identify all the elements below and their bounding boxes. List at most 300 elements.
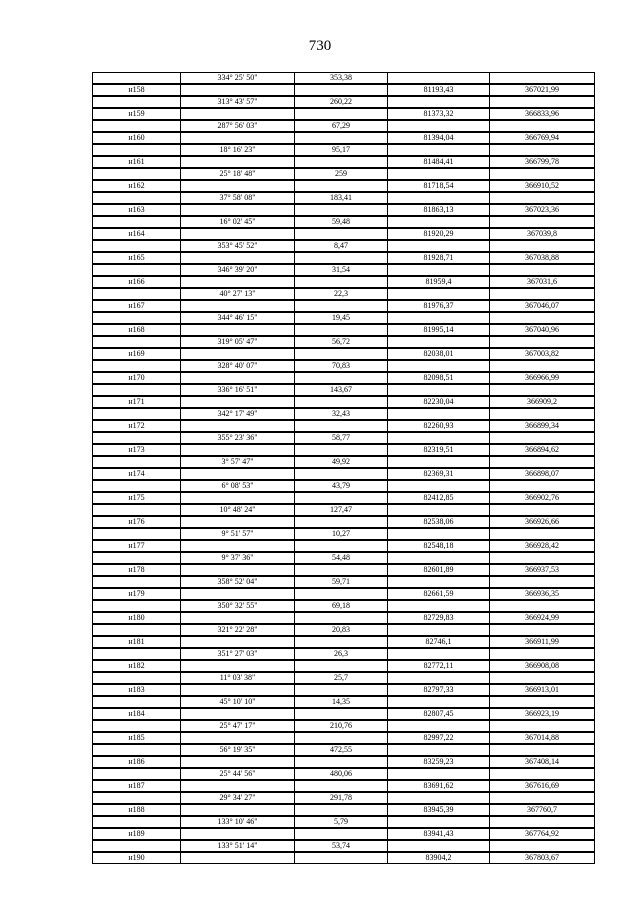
bearing-cell — [180, 636, 295, 648]
table-row — [92, 300, 595, 324]
table-row — [92, 828, 595, 852]
y-cell: 366913,01 — [489, 684, 595, 696]
y-cell — [489, 528, 595, 540]
length-cell — [294, 348, 388, 360]
table-row — [92, 660, 595, 684]
x-cell: 82548,18 — [387, 540, 490, 552]
y-cell: 366910,52 — [489, 180, 595, 192]
table-row — [92, 684, 595, 708]
point-cell: н163 — [92, 204, 181, 216]
length-cell: 43,79 — [294, 480, 388, 492]
y-cell: 367764,92 — [489, 828, 595, 840]
table-row — [92, 708, 595, 732]
point-cell — [92, 336, 181, 348]
point-cell: н190 — [92, 852, 181, 864]
point-cell — [92, 168, 181, 180]
table-row — [92, 204, 595, 228]
point-cell: н165 — [92, 252, 181, 264]
point-cell — [92, 456, 181, 468]
y-cell — [489, 72, 595, 84]
point-cell: н174 — [92, 468, 181, 480]
x-cell: 82412,85 — [387, 492, 490, 504]
point-cell — [92, 624, 181, 636]
bearing-cell — [180, 300, 295, 312]
table-row — [92, 156, 595, 180]
table-row — [92, 540, 595, 564]
point-cell — [92, 96, 181, 108]
length-cell: 14,35 — [294, 696, 388, 708]
length-cell — [294, 732, 388, 744]
bearing-cell — [180, 132, 295, 144]
x-cell — [387, 264, 490, 276]
length-cell: 70,83 — [294, 360, 388, 372]
point-cell: н159 — [92, 108, 181, 120]
y-cell: 366937,53 — [489, 564, 595, 576]
y-cell — [489, 456, 595, 468]
y-cell: 367408,14 — [489, 756, 595, 768]
length-cell — [294, 468, 388, 480]
bearing-cell: 25° 18' 48" — [180, 168, 295, 180]
x-cell: 81976,37 — [387, 300, 490, 312]
table-row — [92, 72, 595, 84]
length-cell — [294, 660, 388, 672]
point-cell: н188 — [92, 804, 181, 816]
point-cell — [92, 720, 181, 732]
bearing-cell — [180, 228, 295, 240]
length-cell — [294, 420, 388, 432]
bearing-cell — [180, 564, 295, 576]
x-cell: 82997,22 — [387, 732, 490, 744]
point-cell — [92, 744, 181, 756]
length-cell: 95,17 — [294, 144, 388, 156]
bearing-cell: 9° 51' 57" — [180, 528, 295, 540]
y-cell — [489, 480, 595, 492]
point-cell: н178 — [92, 564, 181, 576]
y-cell — [489, 360, 595, 372]
length-cell — [294, 780, 388, 792]
length-cell: 26,3 — [294, 648, 388, 660]
bearing-cell — [180, 780, 295, 792]
x-cell: 82260,93 — [387, 420, 490, 432]
table-row — [92, 396, 595, 420]
y-cell: 366924,99 — [489, 612, 595, 624]
y-cell: 367031,6 — [489, 276, 595, 288]
point-cell — [92, 480, 181, 492]
x-cell — [387, 96, 490, 108]
y-cell: 366923,19 — [489, 708, 595, 720]
y-cell — [489, 144, 595, 156]
bearing-cell — [180, 684, 295, 696]
x-cell — [387, 696, 490, 708]
length-cell — [294, 612, 388, 624]
x-cell — [387, 720, 490, 732]
x-cell: 83941,43 — [387, 828, 490, 840]
point-cell — [92, 192, 181, 204]
y-cell: 366833,96 — [489, 108, 595, 120]
bearing-cell — [180, 612, 295, 624]
length-cell: 58,77 — [294, 432, 388, 444]
table-row — [92, 588, 595, 612]
length-cell: 31,54 — [294, 264, 388, 276]
bearing-cell — [180, 468, 295, 480]
point-cell: н177 — [92, 540, 181, 552]
bearing-cell — [180, 588, 295, 600]
table-row — [92, 180, 595, 204]
y-cell — [489, 120, 595, 132]
y-cell — [489, 792, 595, 804]
length-cell — [294, 204, 388, 216]
length-cell — [294, 276, 388, 288]
length-cell: 183,41 — [294, 192, 388, 204]
point-cell — [92, 384, 181, 396]
y-cell — [489, 192, 595, 204]
table-row — [92, 348, 595, 372]
point-cell: н169 — [92, 348, 181, 360]
bearing-cell: 45° 10' 10" — [180, 696, 295, 708]
table-row — [92, 780, 595, 804]
bearing-cell — [180, 180, 295, 192]
point-cell: н179 — [92, 588, 181, 600]
point-cell — [92, 144, 181, 156]
point-cell: н170 — [92, 372, 181, 384]
x-cell — [387, 816, 490, 828]
table-row — [92, 732, 595, 756]
length-cell — [294, 324, 388, 336]
y-cell — [489, 504, 595, 516]
length-cell — [294, 708, 388, 720]
y-cell: 366899,34 — [489, 420, 595, 432]
length-cell — [294, 84, 388, 96]
bearing-cell: 287° 56' 03" — [180, 120, 295, 132]
bearing-cell — [180, 732, 295, 744]
y-cell: 366894,62 — [489, 444, 595, 456]
x-cell — [387, 336, 490, 348]
bearing-cell: 328° 40' 07" — [180, 360, 295, 372]
x-cell — [387, 648, 490, 660]
length-cell: 259 — [294, 168, 388, 180]
table-row — [92, 804, 595, 828]
length-cell — [294, 108, 388, 120]
y-cell — [489, 624, 595, 636]
length-cell: 22,3 — [294, 288, 388, 300]
point-cell — [92, 240, 181, 252]
point-cell: н166 — [92, 276, 181, 288]
table-row — [92, 276, 595, 300]
table-row — [92, 492, 595, 516]
x-cell: 83691,62 — [387, 780, 490, 792]
point-cell — [92, 648, 181, 660]
bearing-cell — [180, 108, 295, 120]
x-cell — [387, 120, 490, 132]
length-cell: 210,76 — [294, 720, 388, 732]
point-cell: н182 — [92, 660, 181, 672]
length-cell — [294, 396, 388, 408]
bearing-cell: 313° 43' 57" — [180, 96, 295, 108]
length-cell — [294, 132, 388, 144]
length-cell: 69,18 — [294, 600, 388, 612]
x-cell — [387, 552, 490, 564]
point-cell — [92, 768, 181, 780]
y-cell — [489, 408, 595, 420]
length-cell — [294, 252, 388, 264]
x-cell — [387, 792, 490, 804]
y-cell — [489, 264, 595, 276]
x-cell — [387, 360, 490, 372]
y-cell — [489, 768, 595, 780]
x-cell — [387, 528, 490, 540]
x-cell: 81718,54 — [387, 180, 490, 192]
x-cell: 82319,51 — [387, 444, 490, 456]
y-cell — [489, 240, 595, 252]
y-cell: 366902,76 — [489, 492, 595, 504]
y-cell: 366769,94 — [489, 132, 595, 144]
length-cell — [294, 852, 388, 864]
bearing-cell: 344° 46' 15" — [180, 312, 295, 324]
x-cell: 82746,1 — [387, 636, 490, 648]
point-cell — [92, 504, 181, 516]
bearing-cell: 11° 03' 38" — [180, 672, 295, 684]
point-cell — [92, 312, 181, 324]
table-row — [92, 852, 595, 864]
point-cell: н167 — [92, 300, 181, 312]
x-cell — [387, 168, 490, 180]
bearing-cell — [180, 372, 295, 384]
point-cell: н158 — [92, 84, 181, 96]
x-cell: 81484,41 — [387, 156, 490, 168]
y-cell — [489, 576, 595, 588]
length-cell — [294, 684, 388, 696]
length-cell: 353,38 — [294, 72, 388, 84]
bearing-cell — [180, 420, 295, 432]
bearing-cell: 56° 19' 35" — [180, 744, 295, 756]
length-cell: 59,71 — [294, 576, 388, 588]
x-cell — [387, 408, 490, 420]
y-cell — [489, 384, 595, 396]
length-cell — [294, 804, 388, 816]
table-row — [92, 228, 595, 252]
length-cell: 10,27 — [294, 528, 388, 540]
x-cell: 83904,2 — [387, 852, 490, 864]
y-cell — [489, 816, 595, 828]
x-cell — [387, 240, 490, 252]
bearing-cell: 133° 10' 46" — [180, 816, 295, 828]
bearing-cell: 3° 57' 47" — [180, 456, 295, 468]
bearing-cell: 336° 16' 51" — [180, 384, 295, 396]
point-cell — [92, 216, 181, 228]
y-cell: 367046,07 — [489, 300, 595, 312]
point-cell — [92, 816, 181, 828]
point-cell: н160 — [92, 132, 181, 144]
length-cell: 59,48 — [294, 216, 388, 228]
y-cell — [489, 288, 595, 300]
point-cell — [92, 120, 181, 132]
x-cell: 82230,04 — [387, 396, 490, 408]
bearing-cell — [180, 324, 295, 336]
bearing-cell — [180, 660, 295, 672]
point-cell: н184 — [92, 708, 181, 720]
length-cell — [294, 636, 388, 648]
table-row — [92, 420, 595, 444]
length-cell: 127,47 — [294, 504, 388, 516]
x-cell — [387, 672, 490, 684]
y-cell: 366799,78 — [489, 156, 595, 168]
bearing-cell: 25° 44' 56" — [180, 768, 295, 780]
length-cell — [294, 540, 388, 552]
point-cell: н171 — [92, 396, 181, 408]
bearing-cell — [180, 492, 295, 504]
y-cell: 366911,99 — [489, 636, 595, 648]
x-cell: 81959,4 — [387, 276, 490, 288]
length-cell: 56,72 — [294, 336, 388, 348]
length-cell — [294, 180, 388, 192]
x-cell: 82661,59 — [387, 588, 490, 600]
point-cell — [92, 264, 181, 276]
length-cell — [294, 492, 388, 504]
table-row — [92, 636, 595, 660]
x-cell — [387, 768, 490, 780]
point-cell: н175 — [92, 492, 181, 504]
bearing-cell — [180, 84, 295, 96]
table-row — [92, 132, 595, 156]
y-cell: 367040,96 — [489, 324, 595, 336]
length-cell: 480,06 — [294, 768, 388, 780]
point-cell — [92, 672, 181, 684]
y-cell — [489, 216, 595, 228]
x-cell: 81928,71 — [387, 252, 490, 264]
bearing-cell: 25° 47' 17" — [180, 720, 295, 732]
x-cell: 82369,31 — [387, 468, 490, 480]
bearing-cell — [180, 828, 295, 840]
x-cell: 81920,29 — [387, 228, 490, 240]
y-cell: 367014,88 — [489, 732, 595, 744]
bearing-cell: 321° 22' 28" — [180, 624, 295, 636]
table-row — [92, 612, 595, 636]
point-cell — [92, 792, 181, 804]
point-cell — [92, 432, 181, 444]
table-row — [92, 756, 595, 780]
y-cell: 366936,35 — [489, 588, 595, 600]
x-cell — [387, 216, 490, 228]
length-cell: 32,43 — [294, 408, 388, 420]
coordinates-table — [92, 72, 595, 864]
point-cell: н186 — [92, 756, 181, 768]
table-row — [92, 84, 595, 108]
point-cell: н162 — [92, 180, 181, 192]
y-cell — [489, 672, 595, 684]
length-cell — [294, 828, 388, 840]
y-cell: 366926,66 — [489, 516, 595, 528]
point-cell — [92, 600, 181, 612]
point-cell — [92, 528, 181, 540]
bearing-cell: 16° 02' 45" — [180, 216, 295, 228]
bearing-cell — [180, 348, 295, 360]
bearing-cell: 350° 32' 55" — [180, 600, 295, 612]
y-cell — [489, 336, 595, 348]
bearing-cell — [180, 756, 295, 768]
x-cell — [387, 384, 490, 396]
length-cell — [294, 516, 388, 528]
point-cell — [92, 576, 181, 588]
y-cell: 366928,42 — [489, 540, 595, 552]
point-cell: н176 — [92, 516, 181, 528]
x-cell — [387, 288, 490, 300]
length-cell: 25,7 — [294, 672, 388, 684]
bearing-cell: 29° 34' 27" — [180, 792, 295, 804]
length-cell: 54,48 — [294, 552, 388, 564]
bearing-cell: 133° 51' 14" — [180, 840, 295, 852]
table-row — [92, 252, 595, 276]
y-cell — [489, 600, 595, 612]
bearing-cell: 10° 48' 24" — [180, 504, 295, 516]
x-cell — [387, 456, 490, 468]
point-cell: н185 — [92, 732, 181, 744]
point-cell: н183 — [92, 684, 181, 696]
bearing-cell: 355° 23' 36" — [180, 432, 295, 444]
x-cell: 83259,23 — [387, 756, 490, 768]
x-cell: 82807,45 — [387, 708, 490, 720]
y-cell — [489, 720, 595, 732]
x-cell — [387, 432, 490, 444]
y-cell — [489, 96, 595, 108]
x-cell: 81373,32 — [387, 108, 490, 120]
x-cell: 83945,39 — [387, 804, 490, 816]
x-cell: 82098,51 — [387, 372, 490, 384]
bearing-cell: 358° 52' 04" — [180, 576, 295, 588]
bearing-cell — [180, 804, 295, 816]
bearing-cell: 353° 45' 52" — [180, 240, 295, 252]
x-cell — [387, 600, 490, 612]
y-cell: 367039,8 — [489, 228, 595, 240]
y-cell: 366898,07 — [489, 468, 595, 480]
bearing-cell — [180, 444, 295, 456]
point-cell: н164 — [92, 228, 181, 240]
length-cell: 49,92 — [294, 456, 388, 468]
point-cell: н181 — [92, 636, 181, 648]
y-cell: 367038,88 — [489, 252, 595, 264]
length-cell: 67,29 — [294, 120, 388, 132]
length-cell: 472,55 — [294, 744, 388, 756]
length-cell: 19,45 — [294, 312, 388, 324]
x-cell — [387, 576, 490, 588]
point-cell: н172 — [92, 420, 181, 432]
bearing-cell: 40° 27' 13" — [180, 288, 295, 300]
bearing-cell: 346° 39' 20" — [180, 264, 295, 276]
length-cell: 20,83 — [294, 624, 388, 636]
point-cell — [92, 360, 181, 372]
point-cell — [92, 552, 181, 564]
bearing-cell: 334° 25' 50" — [180, 72, 295, 84]
table-row — [92, 324, 595, 348]
length-cell — [294, 372, 388, 384]
length-cell — [294, 300, 388, 312]
bearing-cell — [180, 204, 295, 216]
y-cell — [489, 432, 595, 444]
x-cell: 82038,01 — [387, 348, 490, 360]
x-cell: 81863,13 — [387, 204, 490, 216]
y-cell: 367003,82 — [489, 348, 595, 360]
point-cell — [92, 408, 181, 420]
length-cell — [294, 228, 388, 240]
point-cell: н187 — [92, 780, 181, 792]
table-row — [92, 516, 595, 540]
point-cell: н180 — [92, 612, 181, 624]
x-cell — [387, 624, 490, 636]
bearing-cell: 6° 08' 53" — [180, 480, 295, 492]
y-cell: 367023,36 — [489, 204, 595, 216]
length-cell — [294, 756, 388, 768]
x-cell — [387, 192, 490, 204]
y-cell: 366909,2 — [489, 396, 595, 408]
